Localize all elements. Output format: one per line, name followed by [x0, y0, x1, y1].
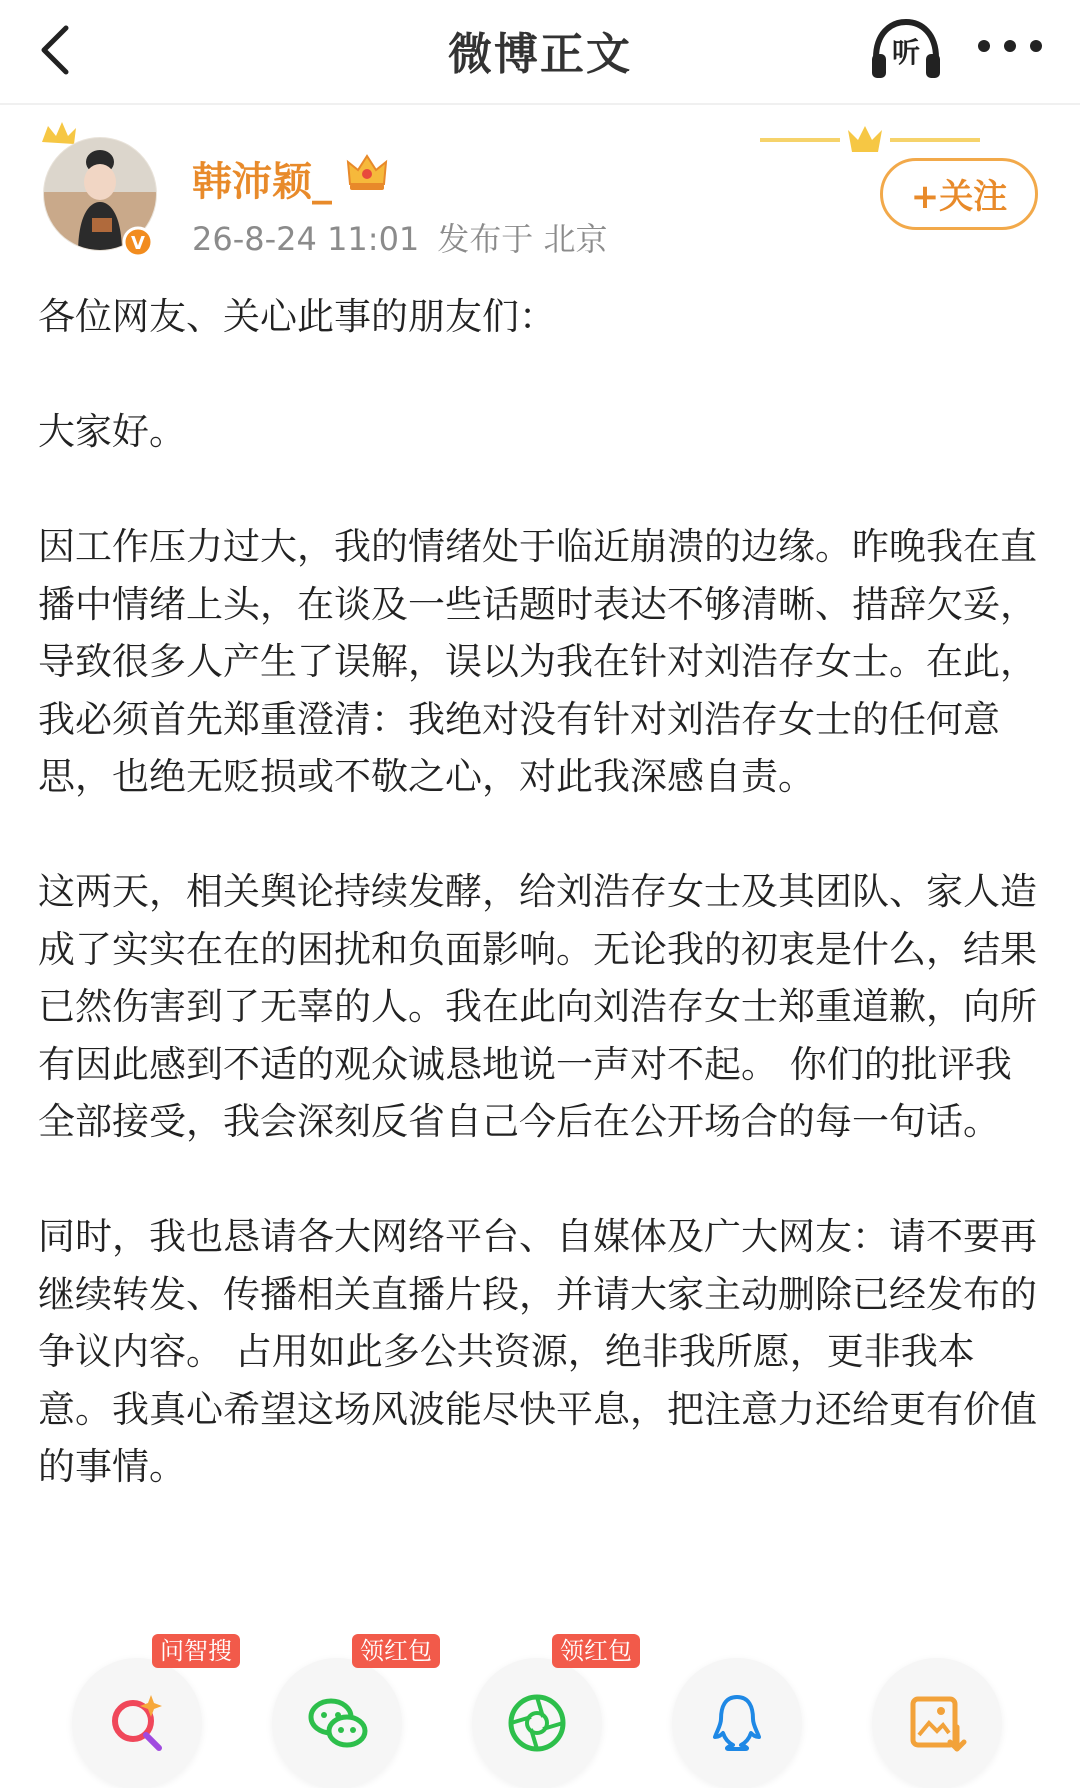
top-bar [0, 0, 1080, 96]
timestamp: 26-8-24 11:01 [192, 220, 420, 258]
save-image-icon [905, 1691, 969, 1755]
listen-label: 听 [891, 36, 921, 69]
crown-decoration-icon [760, 120, 980, 160]
wechat-icon [305, 1691, 369, 1755]
more-options-icon[interactable] [970, 26, 1050, 66]
post-paragraph: 同时，我也恳请各大网络平台、自媒体及广大网友：请不要再继续转发、传播相关直播片段，并请大家主动删除已经发布的争议内容。 占用如此多公共资源，绝非我所愿，更非我本意。我真心希望这场风波能尽快平息，把注意力还给更有价值的事情。 [38, 1215, 1037, 1488]
post-content [38, 288, 1038, 1496]
post-paragraph: 各位网友、关心此事的朋友们： [38, 295, 556, 338]
username[interactable]: 韩沛颖_ [192, 159, 332, 205]
header-divider [0, 103, 1080, 105]
vip-crown-icon[interactable] [346, 154, 388, 192]
post-meta [192, 214, 607, 260]
location: 发布于 北京 [437, 220, 608, 258]
share-badge: 领红包 [552, 1634, 640, 1668]
avatar-image [38, 122, 158, 262]
post-paragraph: 这两天，相关舆论持续发酵，给刘浩存女士及其团队、家人造成了实实在在的困扰和负面影响。无论我的初衷是什么，结果已然伤害到了无辜的人。我在此向刘浩存女士郑重道歉，向所有因此感到不适的观众诚恳地说一声对不起。 你们的批评我全部接受，我会深刻反省自己今后在公开场合的每一句话。 [38, 870, 1037, 1143]
verified-badge-label: V [131, 233, 145, 254]
post-paragraph: 因工作压力过大，我的情绪处于临近崩溃的边缘。昨晚我在直播中情绪上头，在谈及一些话题时表达不够清晰、措辞欠妥，导致很多人产生了误解，误以为我在针对刘浩存女士。在此，我必须首先郑重澄清：我绝对没有针对刘浩存女士的任何意思，也绝无贬损或不敬之心，对此我深感自责。 [38, 525, 1037, 798]
share-badge: 问智搜 [152, 1634, 240, 1668]
headphones-listen-icon[interactable] [866, 14, 946, 82]
avatar[interactable] [38, 122, 158, 262]
follow-button[interactable]: +关注 [880, 158, 1038, 230]
post-paragraph: 大家好。 [38, 410, 186, 453]
share-bar [0, 1620, 1080, 1769]
search-sparkle-icon [105, 1691, 169, 1755]
share-badge: 领红包 [352, 1634, 440, 1668]
moments-icon [505, 1691, 569, 1755]
crown-icon [42, 122, 76, 144]
page-title: 微博正文 [448, 29, 632, 80]
qq-icon [705, 1691, 769, 1755]
